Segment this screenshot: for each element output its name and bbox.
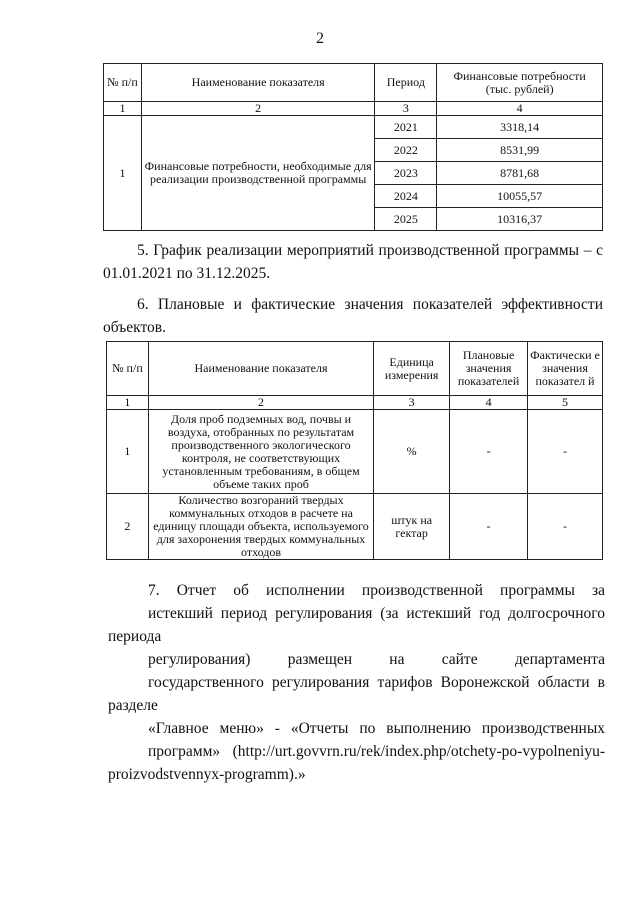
paragraph-6: 6. Плановые и фактические значения показателей эффективности объектов. [103, 296, 603, 336]
table1-value: 10316,37 [437, 208, 603, 231]
efficiency-indicators-table [106, 341, 603, 560]
table1-period: 2025 [375, 208, 437, 231]
table1-period: 2022 [375, 139, 437, 162]
table1-header-num: № п/п [104, 64, 142, 102]
paragraph-5: 5. График реализации мероприятий производственной программы – с 01.01.2021 по 31.12.2025. [103, 242, 603, 282]
paragraph-7-line: истекший период регулирования (за истекший год долгосрочного периода [108, 605, 605, 645]
table2-index-cell: 3 [374, 396, 450, 410]
table1-indicator-name: Финансовые потребности, необходимые для реализации производственной программы [141, 116, 375, 231]
table2-fact-value: - [528, 410, 603, 494]
table1-index-cell: 1 [104, 102, 142, 116]
paragraph-7-line: государственного регулирования тарифов Воронежской области в разделе [108, 674, 605, 714]
table-row [107, 410, 603, 494]
table2-header-fact: Фактически е значения показател й [528, 342, 603, 396]
table2-header-plan: Плановые значения показателей [450, 342, 528, 396]
table2-indicator-name: Доля проб подземных вод, почвы и воздуха, отобранных по результатам производственного экологического контроля, не соответствующих установленным требованиям, в общем объеме таких проб [148, 410, 373, 494]
table2-row-number: 2 [107, 494, 149, 560]
table2-row-number: 1 [107, 410, 149, 494]
table1-value: 8531,99 [437, 139, 603, 162]
table2-header-num: № п/п [107, 342, 149, 396]
table2-index-cell: 1 [107, 396, 149, 410]
table1-header-name: Наименование показателя [141, 64, 375, 102]
table-row [107, 494, 603, 560]
paragraph-7-last-line: proizvodstvennyx-programm).» [108, 766, 306, 783]
table2-header-unit: Единица измерения [374, 342, 450, 396]
table2-plan-value: - [450, 494, 528, 560]
table1-index-cell: 4 [437, 102, 603, 116]
table1-header-period: Период [375, 64, 437, 102]
table1-period: 2023 [375, 162, 437, 185]
table1-period: 2021 [375, 116, 437, 139]
table1-index-cell: 2 [141, 102, 375, 116]
table1-value: 3318,14 [437, 116, 603, 139]
financial-needs-table [103, 63, 603, 231]
table1-value: 8781,68 [437, 162, 603, 185]
table1-period: 2024 [375, 185, 437, 208]
table1-row-number: 1 [104, 116, 142, 231]
table2-unit: % [374, 410, 450, 494]
table1-value: 10055,57 [437, 185, 603, 208]
page-number: 2 [316, 30, 324, 47]
table1-header-value: Финансовые потребности (тыс. рублей) [437, 64, 603, 102]
paragraph-7-line: «Главное меню» - «Отчеты по выполнению производственных [148, 720, 605, 737]
table2-fact-value: - [528, 494, 603, 560]
table2-unit: штук на гектар [374, 494, 450, 560]
table2-index-cell: 2 [148, 396, 373, 410]
paragraph-7-line: программ» (http://urt.govvrn.ru/rek/index.php/otchety-po-vypolneniyu- [148, 743, 605, 760]
paragraph-7 [108, 579, 605, 786]
table2-indicator-name: Количество возгораний твердых коммунальных отходов в расчете на единицу площади объекта, используемого для захоронения твердых коммунальных отходов [148, 494, 373, 560]
table2-index-cell: 5 [528, 396, 603, 410]
table2-index-cell: 4 [450, 396, 528, 410]
paragraph-7-line: 7. Отчет об исполнении производственной программы за [148, 582, 605, 599]
table2-plan-value: - [450, 410, 528, 494]
table1-index-cell: 3 [375, 102, 437, 116]
paragraph-7-line: регулирования) размещен на сайте департамента [148, 651, 605, 668]
table2-header-name: Наименование показателя [148, 342, 373, 396]
